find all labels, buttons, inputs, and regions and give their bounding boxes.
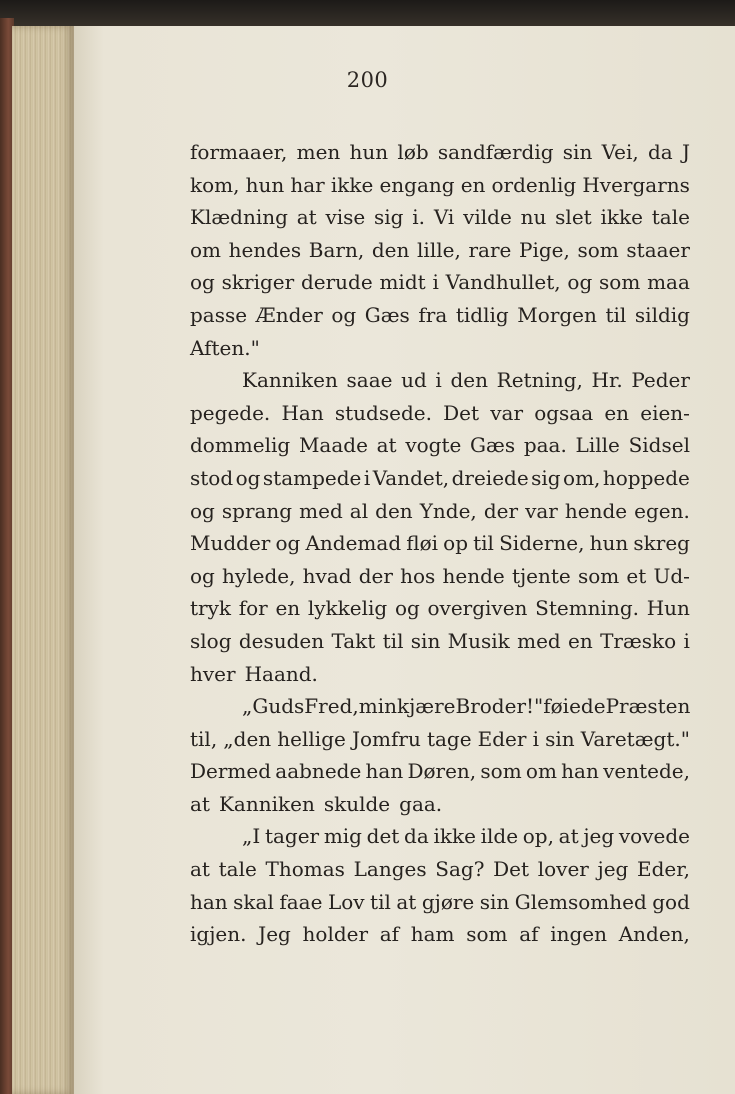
word: Det — [493, 857, 530, 882]
word: Han — [281, 400, 324, 425]
word: al — [349, 498, 369, 523]
word: ilde — [480, 824, 519, 849]
word: og — [190, 498, 215, 523]
word: at — [296, 205, 317, 230]
word: sin — [562, 140, 593, 164]
word: sin — [410, 628, 441, 653]
word: ikke — [433, 824, 476, 849]
word: Glemsomhed — [514, 889, 647, 914]
word: stod — [190, 465, 234, 490]
word: fløi — [406, 531, 439, 556]
word: sprang — [221, 498, 293, 523]
word: i. — [412, 205, 426, 230]
text-line — [190, 922, 690, 955]
word: lille, — [417, 237, 461, 262]
word: Pige, — [518, 237, 570, 262]
word: om — [190, 237, 222, 262]
word: mig — [323, 824, 362, 849]
word: ogsaa — [534, 400, 594, 425]
text-line — [190, 270, 690, 303]
word: jeg — [597, 857, 629, 882]
word: vilde — [463, 205, 512, 230]
word: skal — [233, 889, 274, 914]
word: slet — [555, 205, 592, 230]
word: „Guds — [242, 694, 305, 719]
word: sin — [545, 726, 575, 751]
word: skulde — [323, 791, 391, 816]
word: at — [376, 433, 397, 458]
word: Vei, — [601, 140, 639, 164]
text-line — [190, 238, 690, 271]
word: Takt — [331, 628, 376, 653]
word: fra — [418, 302, 448, 327]
word: sandfærdig — [437, 140, 554, 164]
word: hylede, — [222, 563, 296, 588]
word: hun — [245, 172, 285, 197]
text-line — [190, 629, 690, 662]
word: den — [371, 237, 410, 262]
word: holder — [302, 922, 369, 947]
word: Morgen — [517, 302, 597, 327]
word: midt — [379, 270, 426, 295]
word: hun — [589, 531, 629, 556]
text-line — [190, 857, 690, 890]
word: passe — [190, 302, 248, 327]
word: Sidsel — [628, 433, 690, 458]
word: faae — [279, 889, 323, 914]
word: Kanniken — [218, 791, 315, 816]
word: tage — [426, 726, 472, 751]
word: han — [190, 889, 228, 914]
word: hende — [442, 563, 505, 588]
word: som — [466, 922, 508, 947]
word: og — [235, 465, 261, 490]
word: til — [473, 531, 494, 556]
word: „den — [223, 726, 272, 751]
word: jeg — [583, 824, 615, 849]
word: af — [379, 922, 400, 947]
word: ud — [401, 368, 427, 393]
word: Vandet, — [372, 465, 450, 490]
word: sig — [374, 205, 404, 230]
word: tjente — [511, 563, 571, 588]
word: Præsten — [605, 694, 691, 719]
text-line — [190, 205, 690, 238]
word: Haand. — [244, 661, 318, 686]
word: Langes — [353, 857, 427, 882]
word: Døren, — [407, 759, 477, 784]
word: ikke — [600, 205, 643, 230]
word: med — [517, 628, 561, 653]
word: lykkelig — [307, 596, 388, 621]
word: om, — [563, 465, 601, 490]
word: Ud- — [653, 563, 690, 588]
word: tager — [264, 824, 320, 849]
word: formaaer, — [190, 140, 288, 164]
word: af — [519, 922, 539, 947]
word: kjære — [396, 694, 456, 719]
word: hvad — [302, 563, 352, 588]
word: Ænder — [255, 302, 323, 327]
word: var — [490, 400, 524, 425]
word: egen. — [634, 498, 690, 523]
word: i — [435, 368, 442, 393]
word: overgiven — [427, 596, 528, 621]
word: Eder — [477, 726, 527, 751]
word: hoppede — [602, 465, 690, 490]
word: som — [599, 270, 641, 295]
word: Maade — [298, 433, 368, 458]
word: Stemning. — [535, 596, 639, 621]
word: sig — [531, 465, 561, 490]
word: J — [681, 140, 690, 164]
word: staaer — [626, 237, 690, 262]
word: i — [363, 465, 371, 490]
word: da — [648, 140, 673, 164]
text-line — [190, 466, 690, 499]
word: Eder, — [637, 857, 690, 882]
word: i — [683, 628, 690, 653]
body-text — [190, 140, 690, 955]
word: igjen. — [190, 922, 247, 947]
word: Jomfru — [351, 726, 421, 751]
word: der — [483, 498, 519, 523]
word: som — [480, 759, 522, 784]
word: saae — [346, 368, 393, 393]
word: om — [525, 759, 557, 784]
word: og — [394, 596, 420, 621]
word: Ynde, — [419, 498, 477, 523]
word: han — [561, 759, 599, 784]
word: min — [358, 694, 397, 719]
word: hende — [564, 498, 628, 523]
word: Kanniken — [242, 368, 338, 393]
word: et — [626, 563, 647, 588]
word: hun — [349, 140, 389, 164]
word: som — [577, 563, 620, 588]
text-line — [190, 694, 690, 727]
word: vogte — [405, 433, 462, 458]
text-line — [190, 401, 690, 434]
word: Det — [443, 400, 480, 425]
word: Lov — [327, 889, 365, 914]
word: op, — [522, 824, 554, 849]
word: kom, — [190, 172, 240, 197]
word: Varetægt." — [580, 726, 690, 751]
word: det — [366, 824, 400, 849]
word: „I — [242, 824, 261, 849]
word: Musik — [447, 628, 510, 653]
text-line — [190, 564, 690, 597]
word: Klædning — [190, 205, 288, 230]
word: Andemad — [305, 531, 402, 556]
word: aabnede — [275, 759, 362, 784]
word: hellige — [277, 726, 346, 751]
word: Peder — [631, 368, 690, 393]
word: derude — [300, 270, 373, 295]
word: Broder!" — [455, 694, 544, 719]
word: nu — [520, 205, 547, 230]
word: Gæs — [364, 302, 410, 327]
word: i — [532, 726, 539, 751]
word: lover — [537, 857, 589, 882]
word: skreg — [633, 531, 690, 556]
word: ingen — [550, 922, 607, 947]
word: Jeg — [258, 922, 291, 947]
text-line — [190, 596, 690, 629]
word: i — [432, 270, 439, 295]
word: at — [396, 889, 417, 914]
word: tale — [651, 205, 690, 230]
text-line — [190, 662, 690, 695]
word: dommelig — [190, 433, 291, 458]
text-line — [190, 173, 690, 206]
word: for — [238, 596, 268, 621]
word: ventede, — [603, 759, 690, 784]
page-block-edge — [12, 26, 74, 1094]
word: Hr. — [591, 368, 623, 393]
word: gaa. — [399, 791, 443, 816]
text-line — [190, 759, 690, 792]
word: god — [652, 889, 690, 914]
word: studsede. — [334, 400, 432, 425]
word: eien- — [640, 400, 690, 425]
word: hver — [190, 661, 236, 686]
word: sin — [479, 889, 510, 914]
word: han — [365, 759, 404, 784]
word: Vi — [433, 205, 455, 230]
word: Hvergarns — [582, 172, 690, 197]
word: tale — [218, 857, 257, 882]
word: Aften." — [190, 335, 260, 360]
text-line — [190, 336, 690, 369]
word: desuden — [238, 628, 325, 653]
word: ordenlig — [491, 172, 577, 197]
word: ikke — [330, 172, 374, 197]
word: til, — [190, 726, 218, 751]
word: løb — [397, 140, 429, 164]
word: med — [299, 498, 343, 523]
word: en — [604, 400, 630, 425]
word: slog — [190, 628, 232, 653]
word: Hun — [646, 596, 690, 621]
word: en — [460, 172, 486, 197]
word: og — [190, 270, 215, 295]
word: gjøre — [421, 889, 475, 914]
word: Træsko — [600, 628, 677, 653]
word: den — [450, 368, 488, 393]
word: til — [605, 302, 627, 327]
word: pegede. — [190, 400, 271, 425]
word: stampede — [262, 465, 362, 490]
word: at — [190, 857, 210, 882]
word: til — [382, 628, 404, 653]
word: hendes — [228, 237, 302, 262]
word: men — [296, 140, 341, 164]
word: den — [375, 498, 413, 523]
word: paa. — [523, 433, 567, 458]
text-line — [190, 499, 690, 532]
word: rare — [468, 237, 512, 262]
word: at — [558, 824, 579, 849]
word: Retning, — [496, 368, 583, 393]
word: vise — [325, 205, 366, 230]
word: ham — [410, 922, 455, 947]
text-line — [190, 890, 690, 923]
word: var — [525, 498, 558, 523]
word: Fred, — [304, 694, 359, 719]
word: tryk — [190, 596, 232, 621]
word: og — [567, 270, 593, 295]
word: har — [290, 172, 325, 197]
word: og — [275, 531, 301, 556]
page-number: 200 — [346, 68, 389, 92]
text-line — [190, 303, 690, 336]
text-line — [190, 140, 690, 173]
word: Sag? — [435, 857, 485, 882]
word: skriger — [221, 270, 295, 295]
text-line — [190, 368, 690, 401]
word: som — [577, 237, 619, 262]
word: Thomas — [265, 857, 345, 882]
word: Lille — [575, 433, 620, 458]
word: og — [331, 302, 357, 327]
word: Gæs — [470, 433, 516, 458]
word: Vandhullet, — [445, 270, 561, 295]
word: Anden, — [618, 922, 690, 947]
word: en — [275, 596, 301, 621]
word: der — [358, 563, 393, 588]
text-line — [190, 792, 690, 825]
word: Mudder — [190, 531, 271, 556]
word: engang — [379, 172, 455, 197]
text-line — [190, 433, 690, 466]
text-line — [190, 824, 690, 857]
word: op — [443, 531, 468, 556]
word: maa — [647, 270, 690, 295]
word: Dermed — [190, 759, 272, 784]
word: og — [190, 563, 215, 588]
word: vovede — [618, 824, 690, 849]
word: tidlig — [455, 302, 509, 327]
word: Barn, — [308, 237, 365, 262]
word: føiede — [543, 694, 606, 719]
word: sildig — [634, 302, 690, 327]
text-line — [190, 531, 690, 564]
word: dreiede — [451, 465, 529, 490]
word: at — [190, 791, 210, 816]
word: da — [404, 824, 429, 849]
word: Siderne, — [499, 531, 585, 556]
text-line — [190, 727, 690, 760]
word: en — [568, 628, 593, 653]
word: til — [370, 889, 391, 914]
word: hos — [400, 563, 436, 588]
